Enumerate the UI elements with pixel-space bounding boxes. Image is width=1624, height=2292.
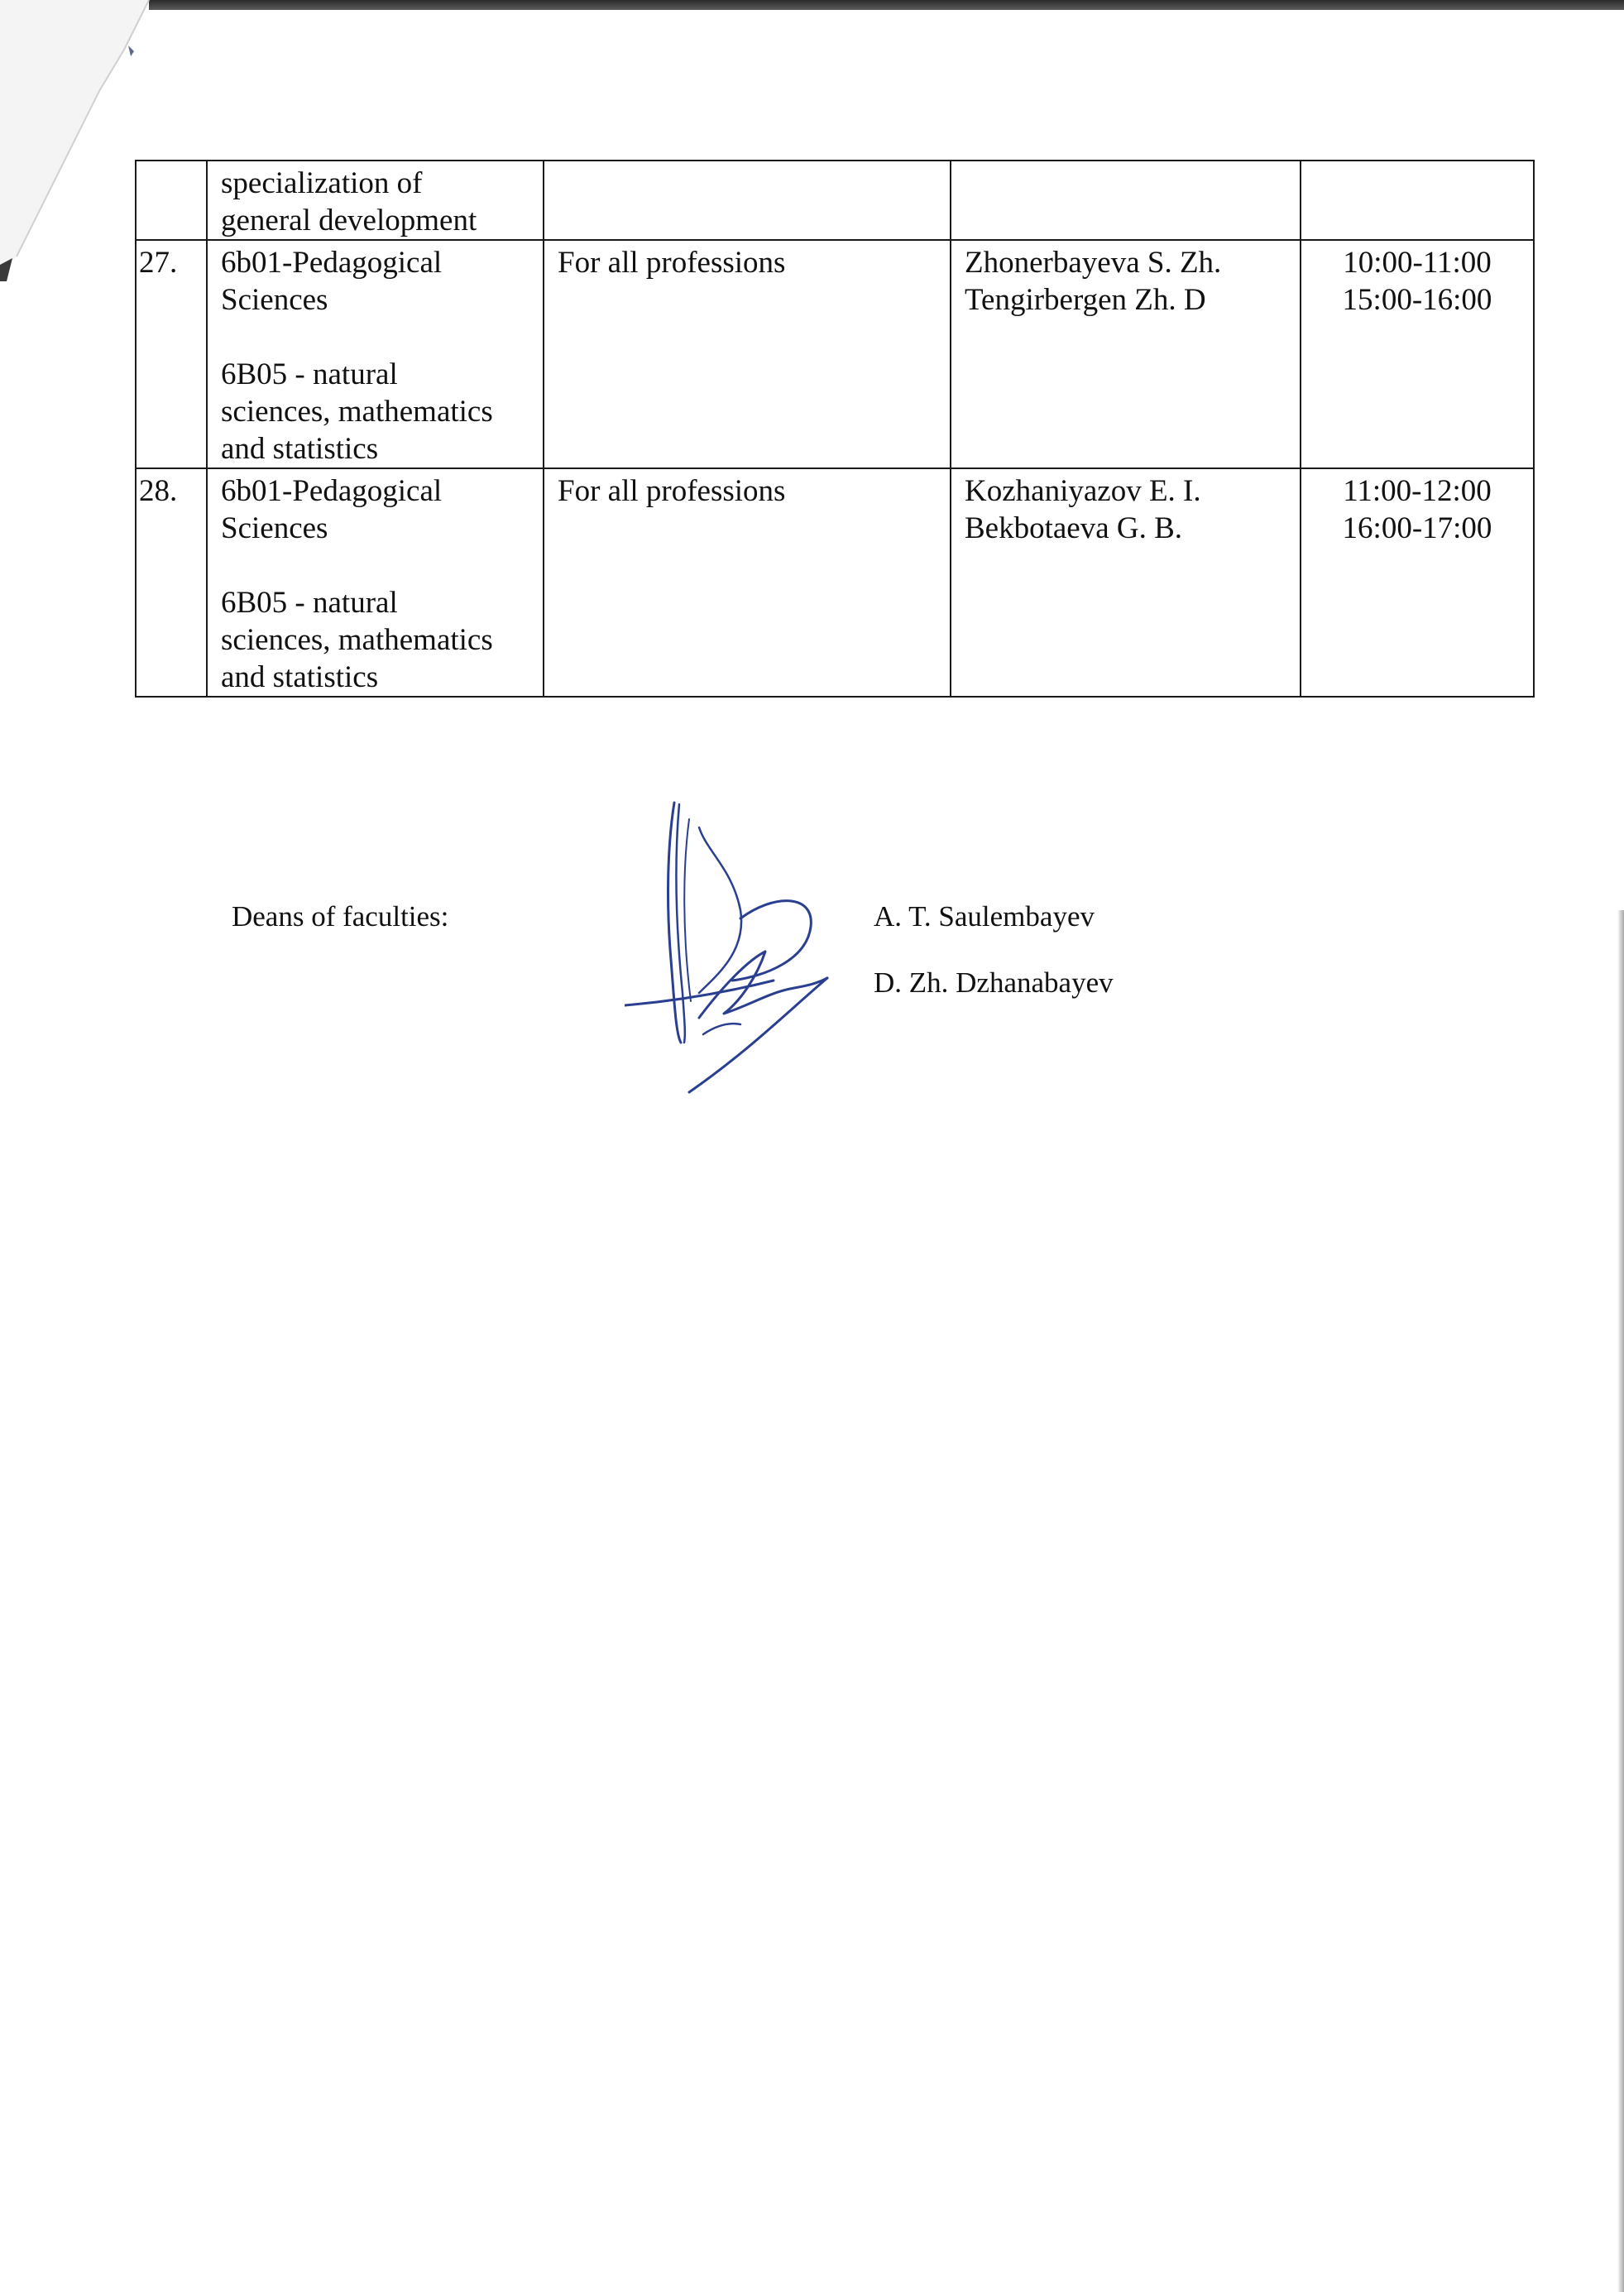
row-number: 27. (136, 240, 207, 468)
specialty-line: sciences, mathematics (221, 395, 493, 429)
teachers-cell (951, 468, 1301, 697)
profession-cell (544, 161, 951, 240)
specialty-line: sciences, mathematics (221, 623, 493, 657)
time-slot: 16:00-17:00 (1342, 511, 1492, 545)
schedule-table (135, 160, 1535, 698)
specialty-line: and statistics (221, 432, 379, 466)
time-slot: 10:00-11:00 (1343, 246, 1492, 280)
time-slot: 15:00-16:00 (1342, 283, 1492, 317)
profession-cell: For all professions (544, 240, 951, 468)
scan-top-edge (149, 0, 1624, 10)
specialty-line: general development (221, 204, 477, 237)
specialty-cell (207, 468, 544, 697)
scan-right-edge (1617, 910, 1624, 2292)
specialty-line: Sciences (221, 511, 328, 545)
teachers-cell (951, 240, 1301, 468)
specialty-line: 6B05 - natural (221, 586, 398, 620)
table-row (136, 468, 1534, 697)
page-corner-fold (0, 0, 157, 281)
line-gap (221, 547, 529, 584)
row-number (136, 161, 207, 240)
teachers-cell (951, 161, 1301, 240)
handwritten-signature (625, 794, 848, 1100)
time-cell (1301, 468, 1534, 697)
deans-label: Deans of faculties: (232, 900, 449, 933)
teacher-name: Zhonerbayeva S. Zh. (965, 246, 1222, 280)
specialty-line: 6B05 - natural (221, 357, 398, 391)
teacher-name: Tengirbergen Zh. D (965, 283, 1206, 317)
specialty-line: 6b01-Pedagogical (221, 474, 443, 508)
time-cell (1301, 161, 1534, 240)
dean-name: A. T. Saulembayev (874, 900, 1095, 933)
time-slot: 11:00-12:00 (1343, 474, 1492, 508)
specialty-line: specialization of (221, 166, 423, 200)
table-row (136, 161, 1534, 240)
profession-cell: For all professions (544, 468, 951, 697)
specialty-line: 6b01-Pedagogical (221, 246, 443, 280)
row-number: 28. (136, 468, 207, 697)
time-cell (1301, 240, 1534, 468)
line-gap (221, 319, 529, 356)
specialty-line: and statistics (221, 660, 379, 694)
specialty-cell (207, 161, 544, 240)
specialty-cell (207, 240, 544, 468)
table-row (136, 240, 1534, 468)
specialty-line: Sciences (221, 283, 328, 317)
dean-name: D. Zh. Dzhanabayev (874, 966, 1114, 999)
teacher-name: Kozhaniyazov E. I. (965, 474, 1201, 508)
teacher-name: Bekbotaeva G. B. (965, 511, 1183, 545)
